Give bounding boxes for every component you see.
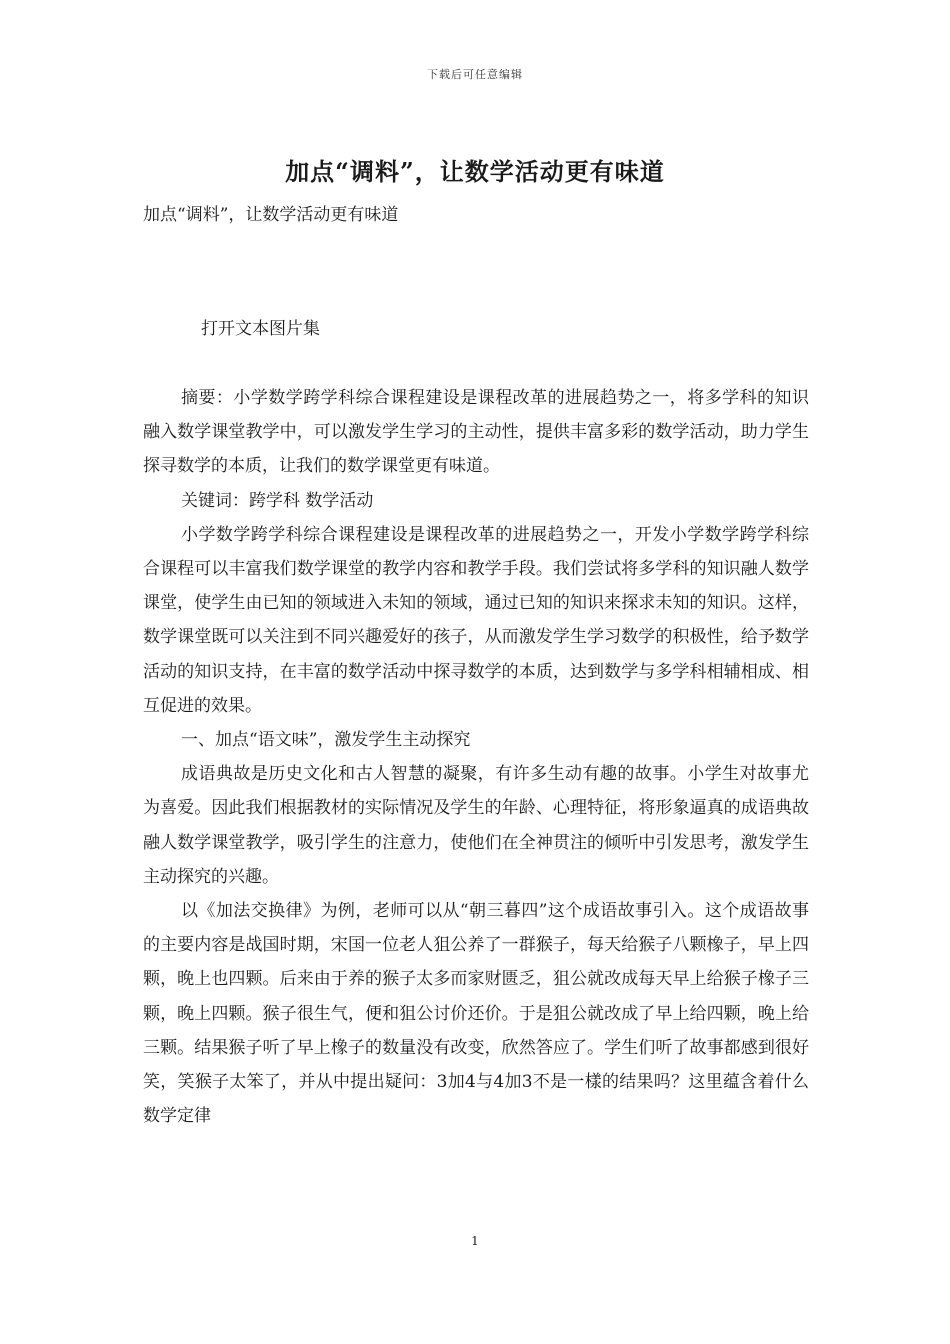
section-heading: 一、加点“语文味”，激发学生主动探究: [181, 730, 471, 751]
open-image-gallery-link[interactable]: 打开文本图片集: [201, 319, 320, 339]
document-title: 加点“调料”，让数学活动更有味道: [285, 157, 665, 186]
body-paragraph: 以《加法交换律》为例，老师可以从“朝三暮四”这个成语故事引入。这个成语故事的主要内容是战国时期，宋国一位老人狙公养了一群猴子，每天给猴子八颗橡子，早上四颗，晚上也四颗。后来由于养的猴子太多而家财匮乏，狙公就改成每天早上给猴子橡子三颗，晚上四颗。猴子很生气，便和狙公讨价还价。于是狙公就改成了早上给四颗，晚上给三颗。结果猴子听了早上橡子的数量没有改变，欣然答应了。学生们听了故事都感到很好笑，笑猴子太笨了，并从中提出疑问：3加4与4加3不是一樣的结果吗？这里蕴含着什么数学定律: [143, 901, 809, 1127]
intro-paragraph: 小学数学跨学科综合课程建设是课程改革的进展趋势之一，开发小学数学跨学科综合课程可以丰富我们数学课堂的教学内容和教学手段。我们尝试将多学科的知识融人数学课堂，使学生由已知的领域进入未知的领域，通过已知的知识来探求未知的知识。这样，数学课堂既可以关注到不同兴趣爱好的孩子，从而激发学生学习数学的积极性，给予数学活动的知识支持，在丰富的数学活动中探寻数学的本质，达到数学与多学科相辅相成、相互促进的效果。: [143, 524, 809, 716]
abstract-paragraph: 摘要：小学数学跨学科综合课程建设是课程改革的进展趋势之一，将多学科的知识融入数学课堂教学中，可以激发学生学习的主动性，提供丰富多彩的数学活动，助力学生探寻数学的本质，让我们的数学课堂更有味道。: [143, 388, 809, 477]
body-paragraph: 成语典故是历史文化和古人智慧的凝聚，有许多生动有趣的故事。小学生对故事尤为喜爱。因此我们根据教材的实际情况及学生的年龄、心理特征，将形象逼真的成语典故融人数学课堂教学，吸引学生的注意力，使他们在全神贯注的倾听中引发思考，激发学生主动探究的兴趣。: [143, 764, 809, 887]
keywords-paragraph: 关键词：跨学科 数学活动: [181, 490, 374, 511]
article-body: [143, 381, 809, 1133]
page-number: 1: [471, 1234, 479, 1248]
document-subtitle: 加点“调料”，让数学活动更有味道: [143, 205, 399, 225]
header-note: 下载后可任意编辑: [427, 68, 523, 81]
